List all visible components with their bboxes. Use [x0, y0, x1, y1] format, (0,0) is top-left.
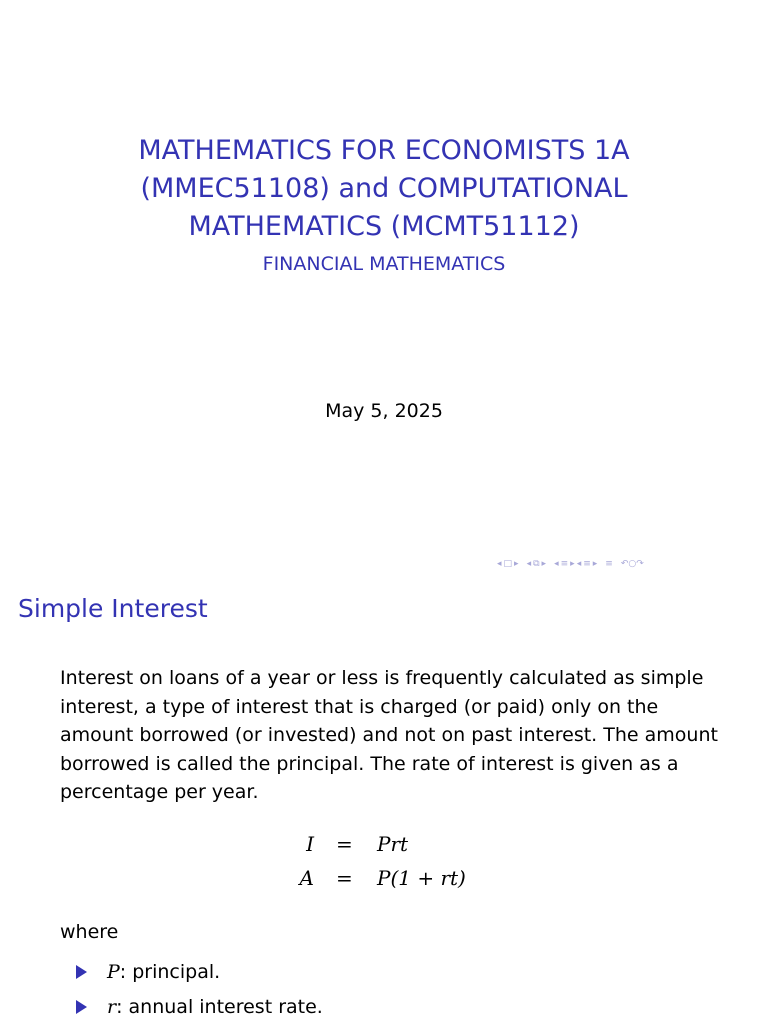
next-section-icon[interactable]: ▸ — [570, 559, 575, 569]
equation-lhs: I — [306, 832, 314, 856]
next-list-icon[interactable]: ▸ — [592, 559, 598, 569]
variable-symbol: P — [107, 960, 120, 983]
equation-block — [0, 832, 768, 900]
prev-section-icon[interactable]: ◂ — [554, 559, 559, 569]
variable-symbol: r — [107, 995, 117, 1018]
beamer-navigation-bar — [497, 557, 644, 571]
bullet-triangle-icon — [76, 1000, 87, 1014]
equation-rhs: P(1 + rt) — [377, 866, 466, 890]
definition-list — [76, 954, 323, 1024]
list-item — [76, 989, 323, 1024]
equation-operator: = — [336, 866, 353, 890]
presentation-subtitle: FINANCIAL MATHEMATICS — [262, 253, 506, 275]
list-item — [76, 954, 323, 989]
title-line-1: MATHEMATICS FOR ECONOMISTS 1A — [138, 135, 630, 166]
title-line-3: MATHEMATICS (MCMT51112) — [188, 211, 580, 242]
equation-operator: = — [336, 832, 353, 856]
equation-row — [0, 866, 768, 900]
equation-rhs: Prt — [377, 832, 409, 856]
prev-frame-icon[interactable]: ◂ — [497, 559, 502, 569]
section-icon[interactable]: ≡ — [560, 559, 569, 569]
paragraph: Interest on loans of a year or less is frequently calculated as simple interest, a type of interest that is charged (or paid) only on the amount borrowed (or invested) and not on past interest. The amount borrowed is called the principal. The rate of interest is given as a percentage per year. — [60, 667, 718, 804]
variable-description: : principal. — [119, 960, 221, 983]
content-slide — [0, 576, 768, 1024]
prev-subsection-icon[interactable]: ◂ — [526, 559, 532, 569]
outline-icon[interactable]: ≡ — [605, 559, 613, 569]
frame-title: Simple Interest — [18, 594, 208, 623]
subsection-list-icon[interactable]: ≡ — [583, 559, 591, 569]
equation-lhs: A — [299, 866, 314, 890]
title-line-2: (MMEC51108) and COMPUTATIONAL — [140, 173, 628, 204]
presentation-date: May 5, 2025 — [325, 400, 443, 422]
frame-icon[interactable]: □ — [503, 559, 513, 569]
equation-row — [0, 832, 768, 866]
where-label: where — [60, 921, 119, 943]
presentation-title — [0, 132, 768, 246]
search-icon[interactable]: ↶○↷ — [620, 559, 644, 569]
bullet-triangle-icon — [76, 965, 87, 979]
next-frame-icon[interactable]: ▸ — [514, 559, 519, 569]
next-subsection-icon[interactable]: ▸ — [541, 559, 547, 569]
subsection-icon[interactable]: ⧉ — [533, 559, 540, 569]
variable-description: : annual interest rate. — [116, 995, 323, 1018]
nav-spacer-icon: ◂ — [576, 559, 582, 569]
